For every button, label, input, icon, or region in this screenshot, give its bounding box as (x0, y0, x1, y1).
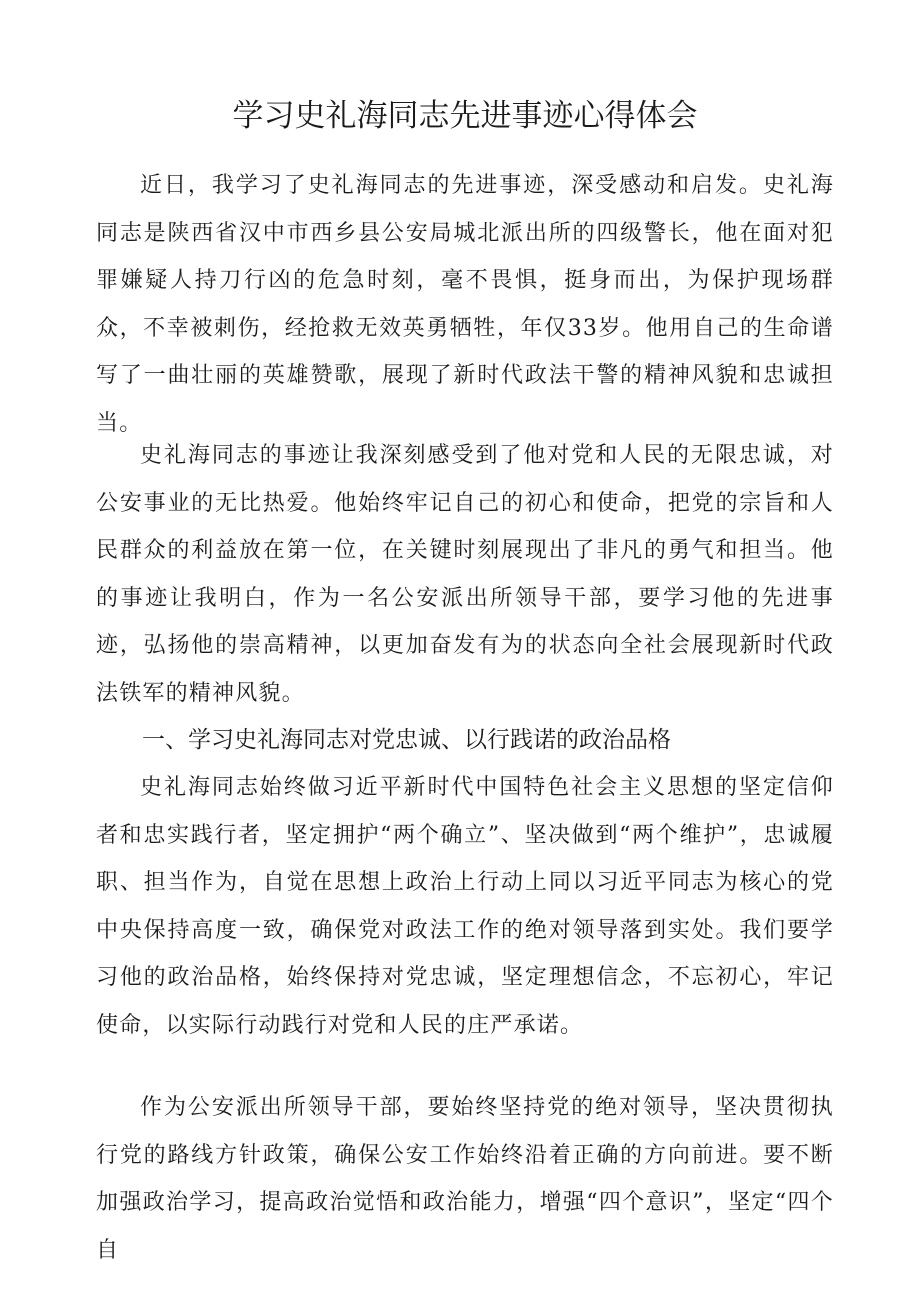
section-paragraph-1: 史礼海同志始终做习近平新时代中国特色社会主义思想的坚定信仰者和忠实践行者，坚定拥护“两个确立”、坚决做到“两个维护”，忠诚履职、担当作为，自觉在思想上政治上行动上同以习近平同志为核心的党中央保持高度一致，确保党对政法工作的绝对领导落到实处。我们要学习他的政治品格，始终保持对党忠诚，坚定理想信念，不忘初心，牢记使命，以实际行动践行对党和人民的庄严承诺。 (96, 775, 834, 1038)
paragraph-reflection: 史礼海同志的事迹让我深刻感受到了他对党和人民的无限忠诚，对公安事业的无比热爱。他始终牢记自己的初心和使命，把党的宗旨和人民群众的利益放在第一位，在关键时刻展现出了非凡的勇气和担当。他的事迹让我明白，作为一名公安派出所领导干部，要学习他的先进事迹，弘扬他的崇高精神，以更加奋发有为的状态向全社会展现新时代政法铁军的精神风貌。 (96, 443, 834, 706)
paragraph-intro: 近日，我学习了史礼海同志的先进事迹，深受感动和启发。史礼海同志是陕西省汉中市西乡县公安局城北派出所的四级警长，他在面对犯罪嫌疑人持刀行凶的危急时刻，毫不畏惧，挺身而出，为保护现场群众，不幸被刺伤，经抢救无效英勇牺牲，年仅33岁。他用自己的生命谱写了一曲壮丽的英雄赞歌，展现了新时代政法干警的精神风貌和忠诚担当。 (96, 173, 834, 436)
section-paragraph-2: 作为公安派出所领导干部，要始终坚持党的绝对领导，坚决贯彻执行党的路线方针政策，确保公安工作始终沿着正确的方向前进。要不断加强政治学习，提高政治觉悟和政治能力，增强“四个意识”，坚定“四个自 (96, 1095, 834, 1263)
document-title: 学习史礼海同志先进事迹心得体会 (232, 98, 698, 134)
section-heading: 一、学习史礼海同志对党忠诚、以行践诺的政治品格 (142, 727, 671, 753)
